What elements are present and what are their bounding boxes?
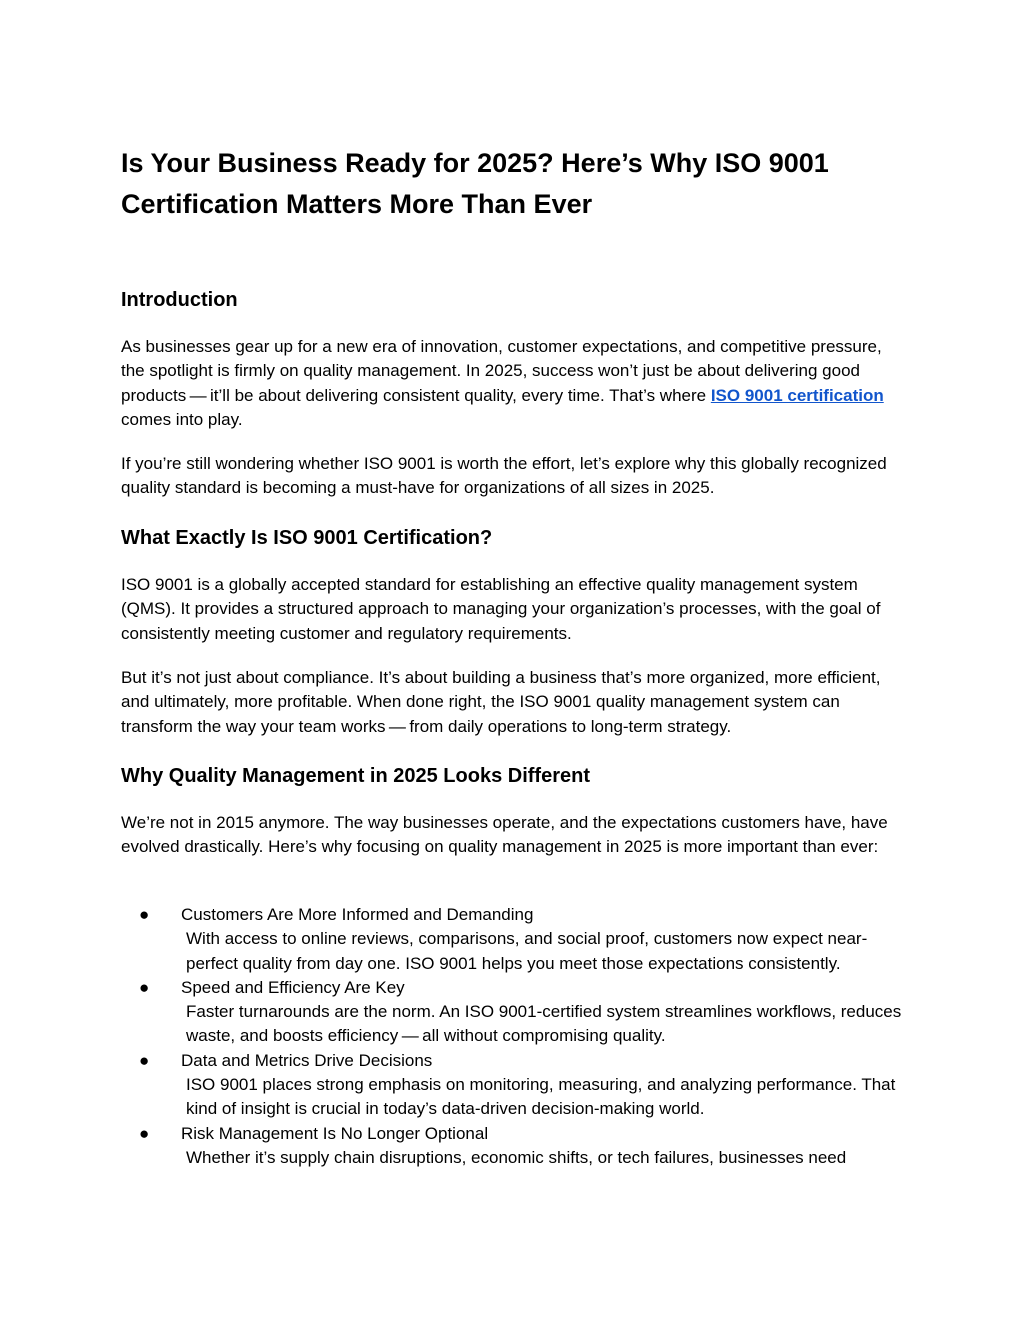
list-item [121,976,911,1049]
list-item [121,1049,911,1122]
what-paragraph-2: But it’s not just about compliance. It’s about building a business that’s more organized, more efficient, and ultimately, more profitable. When done right, the ISO 9001 quality management system can transform the way your team works — from daily operations to long-term strategy. [121,668,881,736]
list-item-body: With access to online reviews, comparisons, and social proof, customers now expect near-perfect quality from day one. ISO 9001 helps you meet those expectations consistently. [186,929,868,973]
list-item-body: Faster turnarounds are the norm. An ISO 9001-certified system streamlines workflows, reduces waste, and boosts efficiency — all without compromising quality. [186,1002,902,1046]
what-paragraph-1: ISO 9001 is a globally accepted standard for establishing an effective quality management system (QMS). It provides a structured approach to managing your organization’s processes, with the goal of consistently meeting customer and regulatory requirements. [121,575,881,643]
page-title: Is Your Business Ready for 2025? Here’s Why ISO 9001 Certification Matters More Than Ever [121,148,829,219]
bullet-icon: ● [139,1050,150,1070]
why-paragraph-1: We’re not in 2015 anymore. The way businesses operate, and the expectations customers have, have evolved drastically. Here’s why focusing on quality management in 2025 is more important than ever: [121,813,888,857]
bullet-icon: ● [139,977,150,997]
intro-paragraph-1-text: As businesses gear up for a new era of innovation, customer expectations, and competitive pressure, the spotlight is firmly on quality management. In 2025, success won’t just be about delivering good products — it’ll be about delivering consistent quality, every time. That’s where [121,337,882,405]
list-item [121,903,911,976]
bullet-icon: ● [139,905,150,924]
heading-introduction: Introduction [121,289,238,311]
iso-9001-certification-link[interactable]: ISO 9001 certification [710,385,884,405]
heading-why-quality-management: Why Quality Management in 2025 Looks Different [121,765,590,787]
intro-paragraph-1 [121,335,906,432]
reasons-list [121,903,911,1170]
intro-paragraph-2: If you’re still wondering whether ISO 9001 is worth the effort, let’s explore why this globally recognized quality standard is becoming a must-have for organizations of all sizes in 2025. [121,454,887,498]
list-item-body: ISO 9001 places strong emphasis on monitoring, measuring, and analyzing performance. That kind of insight is crucial in today’s data-driven decision-making world. [186,1075,896,1119]
list-item-title: Risk Management Is No Longer Optional [181,1123,489,1143]
list-item [121,1122,911,1171]
list-item-body: Whether it’s supply chain disruptions, economic shifts, or tech failures, businesses need [186,1147,847,1167]
bullet-icon: ● [139,1123,150,1143]
list-item-title: Speed and Efficiency Are Key [181,977,405,997]
heading-what-is-iso-9001: What Exactly Is ISO 9001 Certification? [121,527,493,549]
list-item-title: Customers Are More Informed and Demanding [181,905,534,924]
list-item-title: Data and Metrics Drive Decisions [181,1050,433,1070]
intro-paragraph-1-tail: comes into play. [121,409,243,429]
